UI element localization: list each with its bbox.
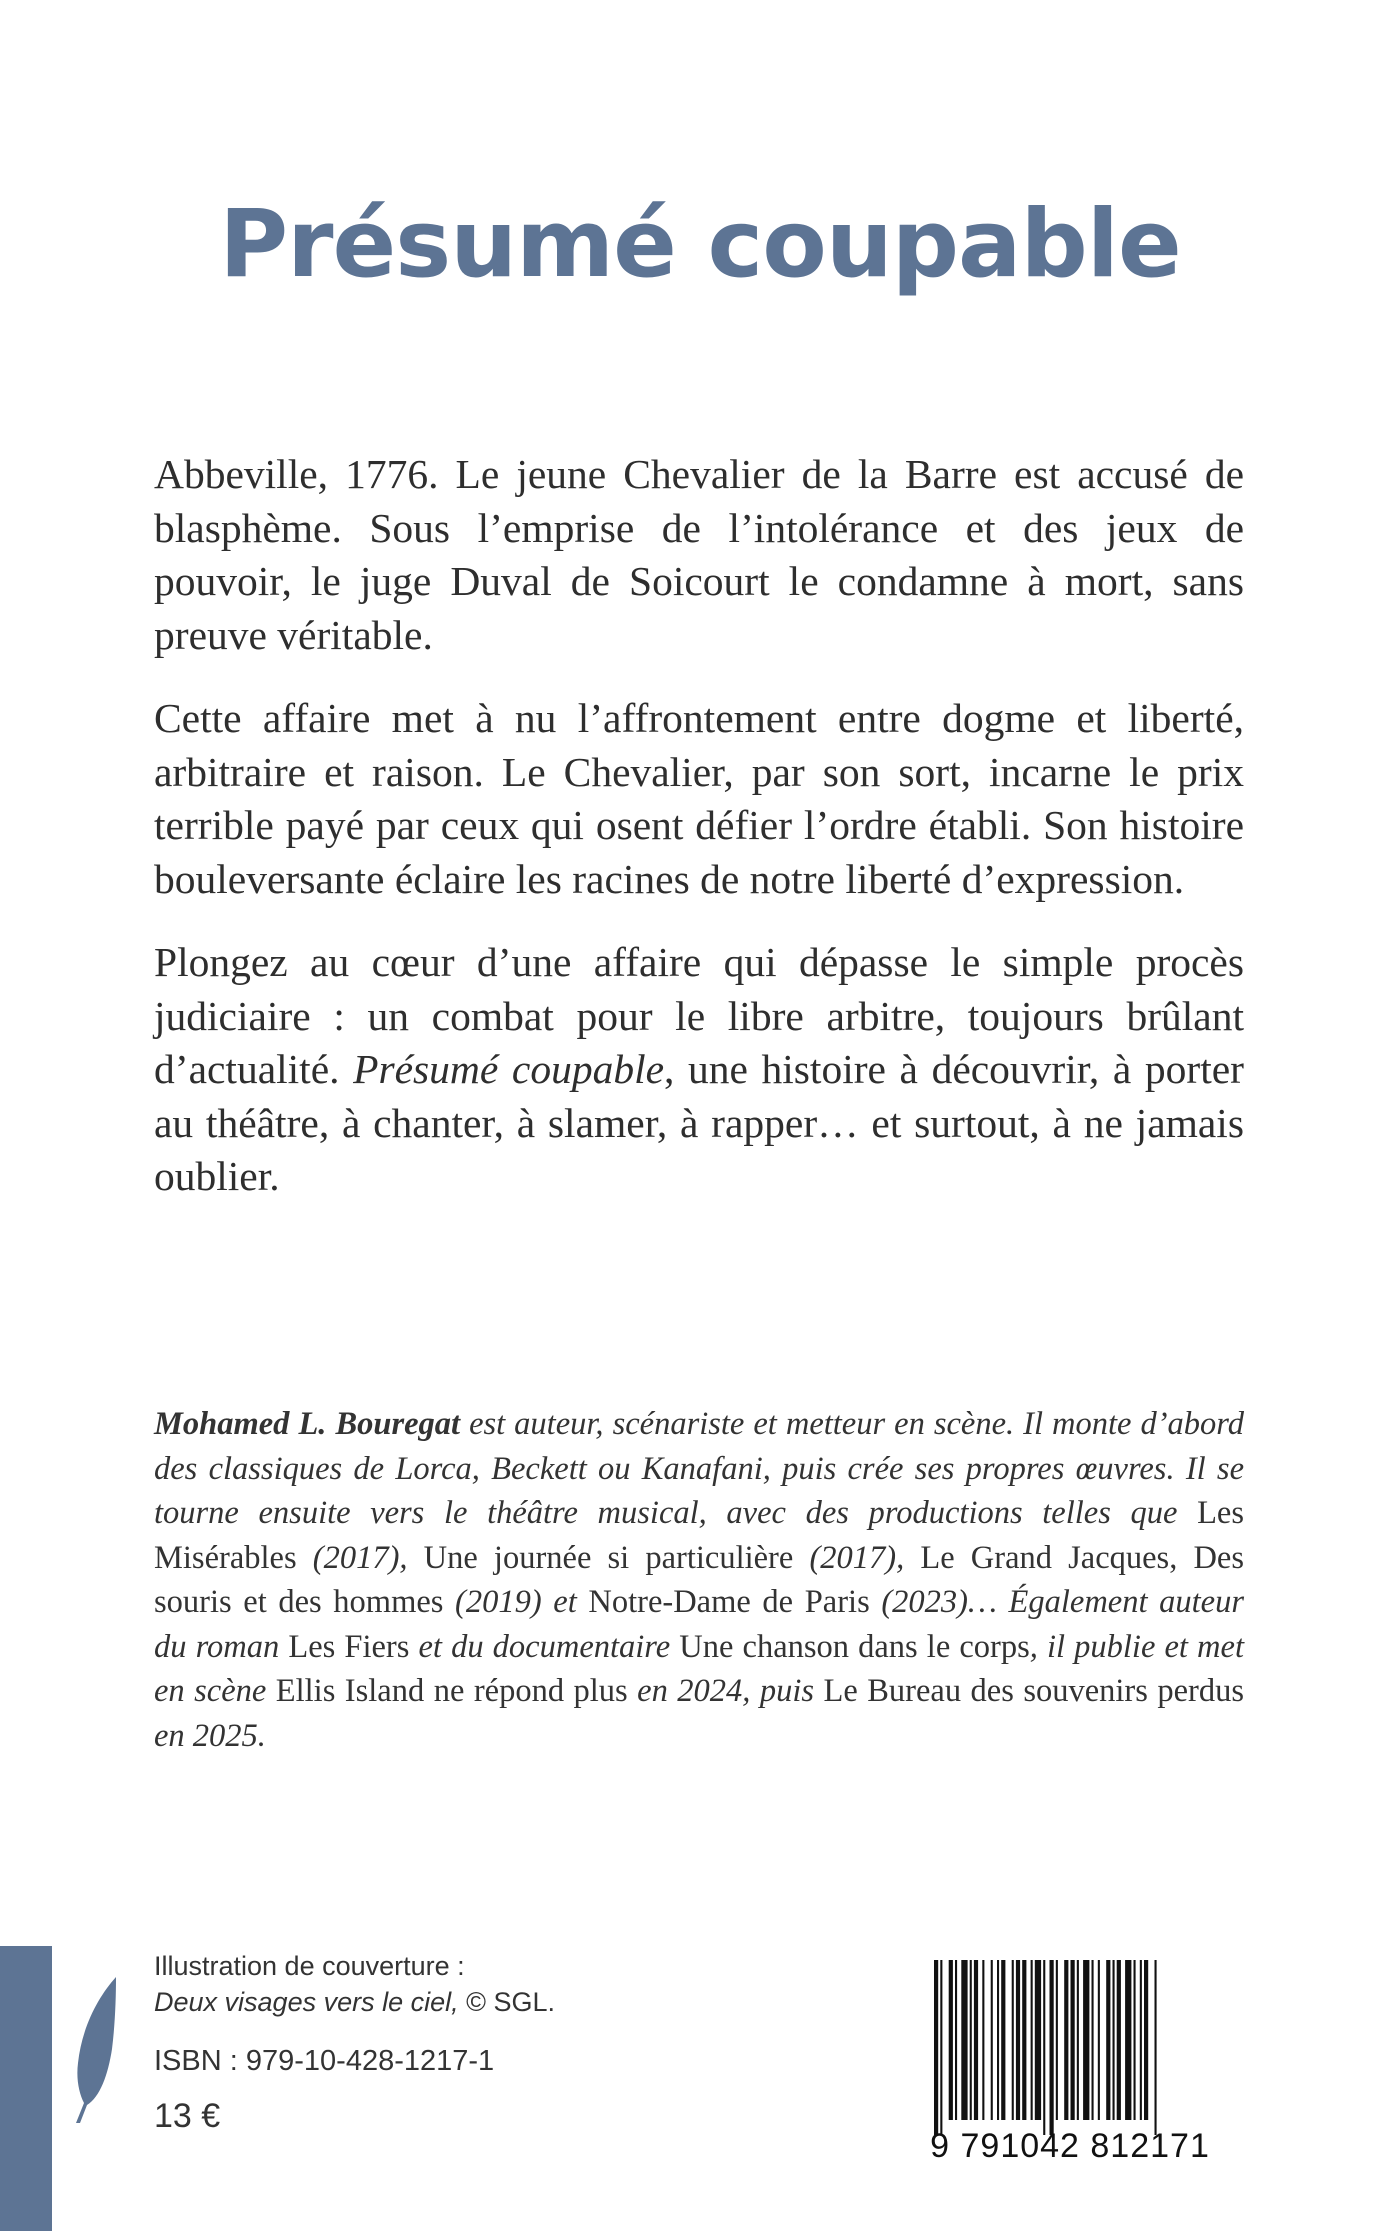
bio-text: en 2024, puis: [627, 1673, 824, 1709]
price: 13 €: [154, 2097, 221, 2135]
synopsis: [154, 448, 1244, 1204]
barcode-bar: [961, 1960, 967, 2120]
publisher-color-bar: [0, 1946, 52, 2231]
barcode-bar: [991, 1960, 993, 2120]
barcode-bar: [1113, 1960, 1115, 2120]
work-title: Les Misérables: [154, 1495, 1244, 1576]
cover-credits: [154, 1948, 674, 2020]
work-title: Une chanson dans le corps: [679, 1628, 1030, 1665]
feather-icon: [70, 1975, 120, 2130]
barcode-bar: [1056, 1960, 1058, 2120]
barcode-bar: [1043, 1960, 1045, 2135]
bio-text: (2017),: [296, 1539, 424, 1576]
bio-paragraph: [154, 1402, 1244, 1758]
barcode-bar: [1064, 1960, 1068, 2120]
barcode-digits: 9 791042 812171: [930, 2127, 1210, 2165]
work-title: Une journée si particulière: [423, 1539, 794, 1576]
barcode-bar: [997, 1960, 999, 2120]
barcode-bar: [1144, 1960, 1148, 2120]
barcode-bar: [1022, 1960, 1026, 2120]
barcode: [900, 1946, 1240, 2196]
synopsis-text: , une histoire à découvrir, à porter au théâtre, à chanter, à slamer, à rapper… et surtout, à ne jamais oublier.: [154, 1046, 1244, 1199]
author-biography: [154, 1402, 1244, 1758]
barcode-bar: [974, 1960, 978, 2120]
barcode-bar: [940, 1960, 942, 2135]
barcode-bar: [1098, 1960, 1100, 2120]
barcode-bar: [1071, 1960, 1075, 2120]
work-title: Le Bureau des souvenirs perdus: [823, 1673, 1244, 1709]
barcode-bar: [1016, 1960, 1020, 2120]
isbn: ISBN : 979-10-428-1217-1: [154, 2045, 495, 2077]
barcode-bar: [1050, 1960, 1054, 2135]
barcode-bar: [1140, 1960, 1142, 2120]
work-title: Les Fiers: [288, 1628, 410, 1665]
barcode-bar: [982, 1960, 984, 2120]
barcode-bar: [1155, 1960, 1157, 2135]
synopsis-paragraph-3: [154, 936, 1244, 1204]
author-name: Mohamed L. Bouregat: [154, 1406, 461, 1442]
bio-text: (2017),: [793, 1539, 921, 1576]
credits-label: Illustration de couverture :: [154, 1951, 465, 1981]
bio-text: et du documentaire: [409, 1628, 680, 1665]
work-title: Le Grand Jacques, Des souris et des hommes: [154, 1539, 1244, 1620]
bio-text: , il publie et met en scène: [154, 1628, 1244, 1709]
barcode-bar: [970, 1960, 972, 2120]
barcode-bar: [1035, 1960, 1041, 2120]
barcode-bar: [1031, 1960, 1033, 2120]
bio-text: (2023)… Également auteur du roman: [154, 1584, 1244, 1665]
barcode-bar: [1092, 1960, 1094, 2120]
barcode-bar: [1134, 1960, 1136, 2120]
book-title: Présumé coupable: [219, 190, 1181, 299]
barcode-bar: [1001, 1960, 1005, 2120]
bio-text: en 2025.: [154, 1717, 266, 1754]
synopsis-paragraph-2: Cette affaire met à nu l’affrontement entre dogme et liberté, arbitraire et raison. Le Chevalier, par son sort, incarne le prix terrible payé par ceux qui osent défier l’ordre établi. Son histoire bouleversante éclaire les racines de notre liberté d’expression.: [154, 695, 1244, 902]
barcode-bar: [1106, 1960, 1110, 2120]
work-title: Notre-Dame de Paris: [588, 1584, 870, 1620]
barcode-bar: [949, 1960, 953, 2120]
barcode-bar: [1125, 1960, 1131, 2120]
barcode-bars: [930, 1960, 1210, 2135]
work-title: Ellis Island ne répond plus: [275, 1673, 628, 1709]
barcode-bar: [1012, 1960, 1014, 2120]
illustration-title: Deux visages vers le ciel,: [154, 1987, 459, 2017]
credits-line: [154, 1984, 674, 2020]
bio-text: est auteur, scénariste et metteur en scène. Il monte d’abord des classiques de Lorca, Beckett ou Kanafani, puis crée ses propres œuvres. Il se tourne ensuite vers le théâtre musical, avec des productions telles que: [154, 1406, 1244, 1531]
credits-copyright: © SGL.: [458, 1987, 556, 2017]
barcode-bar: [1117, 1960, 1121, 2120]
barcode-bar: [1083, 1960, 1089, 2120]
bio-text: (2019) et: [443, 1584, 589, 1620]
barcode-bar: [955, 1960, 957, 2120]
synopsis-paragraph-1: Abbeville, 1776. Le jeune Chevalier de la Barre est accusé de blasphème. Sous l’emprise de l’intolérance et des jeux de pouvoir, le juge Duval de Soicourt le condamne à mort, sans preuve véritable.: [154, 451, 1244, 658]
barcode-bar: [1077, 1960, 1079, 2120]
synopsis-text: Plongez au cœur d’une affaire qui dépasse le simple procès judiciaire : un combat pour le libre arbitre, toujours brûlant d’actualité.: [154, 939, 1244, 1092]
barcode-bar: [934, 1960, 938, 2135]
synopsis-title-mention: Présumé coupable: [353, 1046, 665, 1092]
